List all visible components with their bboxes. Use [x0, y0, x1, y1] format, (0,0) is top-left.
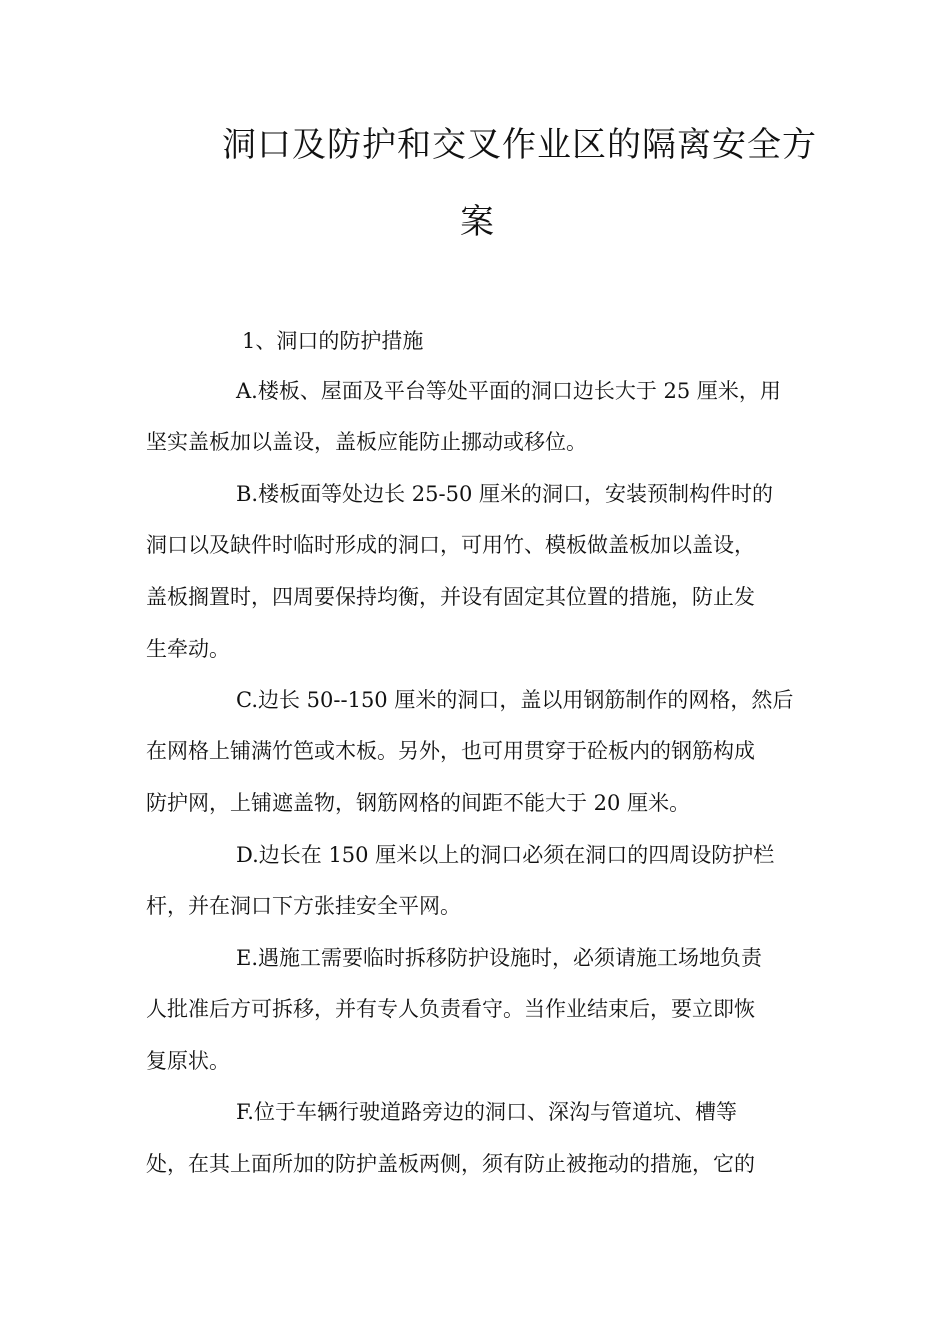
- paragraph-e-line-2: 人批准后方可拆移，并有专人负责看守。当作业结束后，要立即恢: [146, 997, 755, 1021]
- paragraph-d-line-2: 杆，并在洞口下方张挂安全平网。: [146, 894, 461, 918]
- paragraph-f-line-1: F.位于车辆行驶道路旁边的洞口、深沟与管道坑、槽等: [236, 1100, 737, 1124]
- paragraph-b-line-1: B.楼板面等处边长 25-50 厘米的洞口，安装预制构件时的: [236, 482, 773, 506]
- paragraph-b-line-4: 生牵动。: [146, 637, 230, 661]
- paragraph-f-line-2: 处，在其上面所加的防护盖板两侧，须有防止被拖动的措施，它的: [146, 1152, 755, 1176]
- paragraph-b-line-3: 盖板搁置时，四周要保持均衡，并设有固定其位置的措施，防止发: [146, 585, 755, 609]
- paragraph-a-line-1: A.楼板、屋面及平台等处平面的洞口边长大于 25 厘米，用: [236, 379, 781, 403]
- paragraph-b-line-2: 洞口以及缺件时临时形成的洞口，可用竹、模板做盖板加以盖设，: [146, 533, 755, 557]
- paragraph-e-line-3: 复原状。: [146, 1049, 230, 1073]
- document-title-line-1: 洞口及防护和交叉作业区的隔离安全方: [222, 125, 817, 165]
- paragraph-c-line-1: C.边长 50--150 厘米的洞口，盖以用钢筋制作的网格，然后: [236, 688, 794, 712]
- paragraph-a-line-2: 坚实盖板加以盖设，盖板应能防止挪动或移位。: [146, 430, 587, 454]
- paragraph-c-line-3: 防护网，上铺遮盖物，钢筋网格的间距不能大于 20 厘米。: [146, 791, 691, 815]
- paragraph-d-line-1: D.边长在 150 厘米以上的洞口必须在洞口的四周设防护栏: [236, 843, 775, 867]
- section-heading: 1、洞口的防护措施: [242, 329, 424, 353]
- paragraph-c-line-2: 在网格上铺满竹笆或木板。另外，也可用贯穿于砼板内的钢筋构成: [146, 739, 755, 763]
- paragraph-e-line-1: E.遇施工需要临时拆移防护设施时，必须请施工场地负责: [236, 946, 763, 970]
- document-title-line-2: 案: [460, 202, 495, 242]
